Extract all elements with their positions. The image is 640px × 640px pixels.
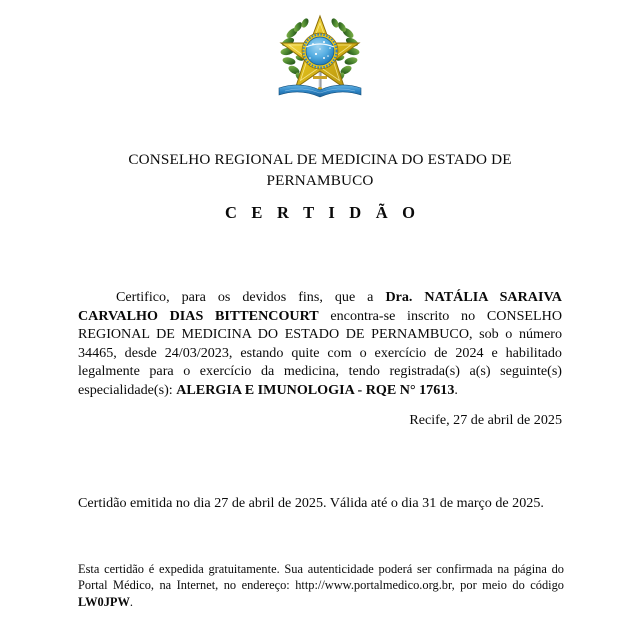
- certificate-statement: [78, 288, 562, 400]
- portal-url: http://www.portalmedico.org.br: [295, 578, 452, 593]
- issue-text-after: .: [540, 495, 544, 511]
- statement-middle-1: encontra-se inscrito no CONSELHO REGIONAL DE MEDICINA DO ESTADO DE PERNAMBUCO, sob o número: [78, 307, 562, 343]
- certificate-body: [78, 288, 562, 400]
- statement-middle-3: , estando quite com o exercício de: [228, 344, 456, 361]
- organization-name: CONSELHO REGIONAL DE MEDICINA DO ESTADO DE PERNAMBUCO: [128, 151, 512, 189]
- footer-text-1: Esta certidão é expedida gratuitamente. Sua autenticidade poderá ser confirmada na página do Portal Médico, na Internet, no endereço:: [78, 562, 564, 593]
- page-title: C E R T I D Ã O: [224, 203, 421, 222]
- celestial-sphere-icon: [302, 33, 338, 69]
- footer-text-2: , por meio do código: [451, 578, 564, 593]
- document-header: [0, 149, 640, 191]
- emblem-container: [0, 12, 640, 110]
- statement-end: .: [454, 381, 458, 398]
- place-and-date: Recife, 27 de abril de 2025: [409, 412, 562, 428]
- specialty-rqe: ALERGIA E IMUNOLOGIA - RQE N° 17613: [176, 381, 455, 398]
- valid-until-date: 31 de março de 2025: [422, 495, 541, 511]
- statement-middle-2: , desde: [113, 344, 165, 361]
- registration-date: 24/03/2023: [164, 344, 229, 361]
- verification-code: LW0JPW: [78, 594, 130, 609]
- issue-validity-line: [78, 494, 578, 512]
- statement-middle-4: e habilitado legalmente para o exercício da medicina, tendo registrada(s) a(s) seguinte(s) especialidade(s):: [78, 344, 562, 398]
- statement-intro: Certifico, para os devidos fins, que a: [116, 289, 386, 305]
- issuing-organization: [0, 149, 640, 191]
- brazil-coat-of-arms-icon: [278, 12, 362, 110]
- footer-text-3: .: [129, 594, 133, 609]
- footer-note: [78, 561, 564, 610]
- registration-number: 34465: [78, 344, 114, 361]
- issue-text-middle: . Válida até o dia: [323, 495, 423, 511]
- issue-date: 27 de abril de 2025: [214, 495, 324, 511]
- doctor-name: Dra. NATÁLIA SARAIVA CARVALHO DIAS BITTENCOURT: [78, 289, 562, 324]
- issue-text-before: Certidão emitida no dia: [78, 495, 215, 511]
- fee-year: 2024: [455, 344, 484, 361]
